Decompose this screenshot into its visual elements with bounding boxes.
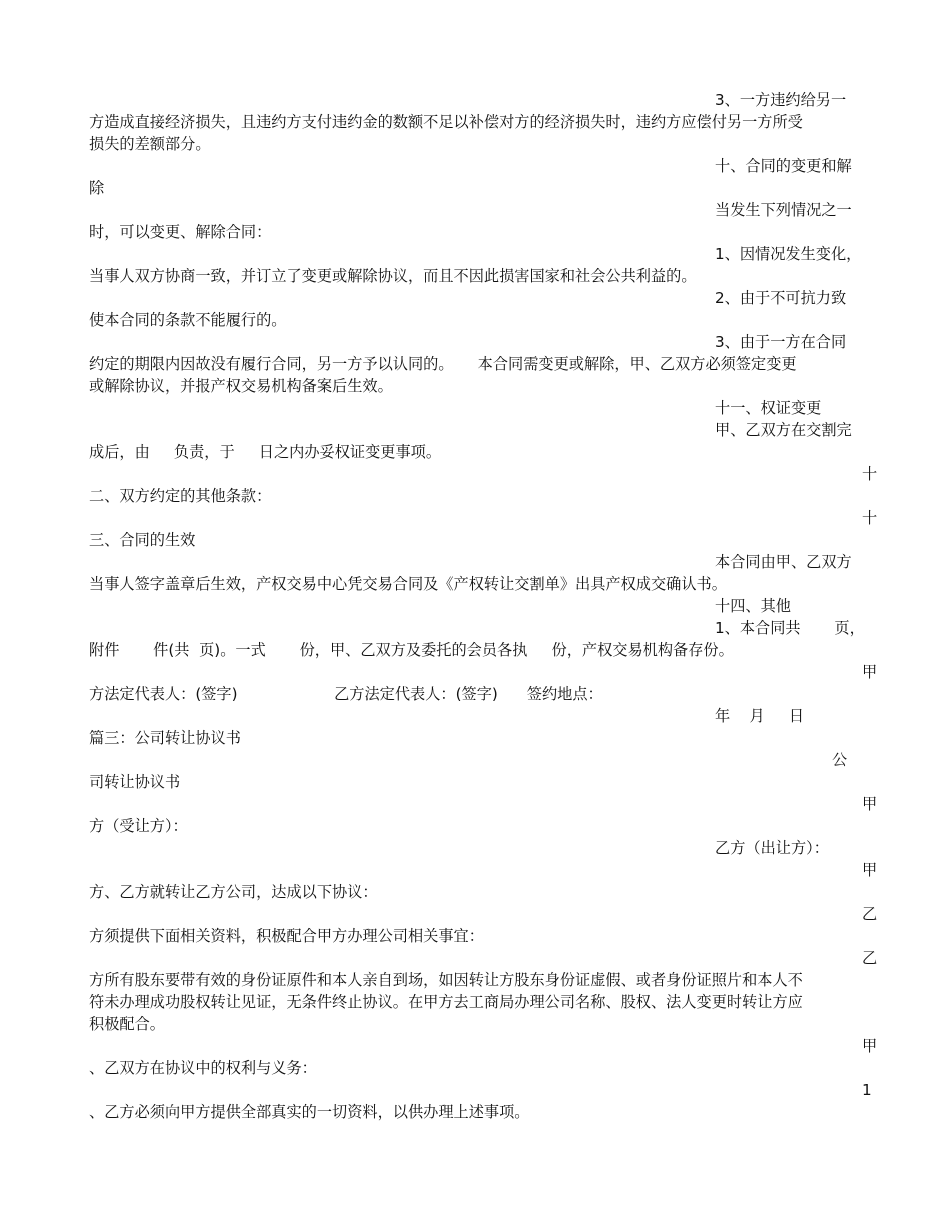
item-shareholders-body-1: 方所有股东要带有效的身份证原件和本人亲自到场，如因转让方股东身份证虚假、或者身份证照片和本人不 [89,971,803,989]
section-12-heading-start: 十 [862,465,878,483]
item-documents-body: 方须提供下面相关资料，积极配合甲方办理公司相关事宜： [89,927,484,945]
section-10-item-1-start: 1、因情况发生变化， [715,245,862,263]
section-12-heading-end: 二、双方约定的其他条款： [89,487,272,505]
section-10-intro-start: 当发生下列情况之一 [715,201,852,219]
signature-date: 年 月 日 [715,707,805,725]
section-10-item-3-end: 或解除协议，并报产权交易机构备案后生效。 [89,377,393,395]
signature-line-start: 甲 [862,663,878,681]
rights-item-1-body: 、乙方必须向甲方提供全部真实的一切资料，以供办理上述事项。 [89,1103,530,1121]
section-10-intro-end: 时，可以变更、解除合同： [89,223,272,241]
rights-heading-body: 、乙双方在协议中的权利与义务： [89,1059,317,1077]
section-11-body-end: 成后，由 负责，于 日之内办妥权证变更事项。 [89,443,442,461]
section-10-heading-end: 除 [89,179,105,197]
preamble-body: 方、乙方就转让乙方公司，达成以下协议： [89,883,378,901]
section-10-item-2-start: 2、由于不可抗力致 [715,289,847,307]
section-13-body-start: 本合同由甲、乙双方 [715,553,852,571]
clause-3-breach-end: 损失的差额部分。 [89,135,211,153]
item-shareholders-start: 乙 [862,949,878,967]
party-b-label: 乙方（出让方）： [715,839,829,857]
section-14-item-1-start: 1、本合同共 页， [715,619,865,637]
item-shareholders-body-3: 积极配合。 [89,1015,165,1033]
agreement-title-start: 公 [832,751,848,769]
section-13-heading-start: 十 [862,509,878,527]
section-14-heading: 十四、其他 [715,597,791,615]
clause-3-breach-body: 方造成直接经济损失，且违约方支付违约金的数额不足以补偿对方的经济损失时，违约方应偿付另一方所受 [89,113,803,131]
preamble-start: 甲 [862,861,878,879]
section-10-item-1-body: 当事人双方协商一致，并订立了变更或解除协议，而且不因此损害国家和社会公共利益的。 [89,267,697,285]
section-10-heading-start: 十、合同的变更和解 [715,157,852,175]
section-10-item-3-body: 约定的期限内因故没有履行合同，另一方予以认同的。 本合同需变更或解除，甲、乙双方必须签定变更 [89,355,797,373]
item-documents-start: 乙 [862,905,878,923]
rights-heading-start: 甲 [862,1037,878,1055]
section-13-body-end: 当事人签字盖章后生效，产权交易中心凭交易合同及《产权转让交割单》出具产权成交确认书。 [89,575,727,593]
section-11-body-start: 甲、乙双方在交割完 [715,421,852,439]
section-13-heading-end: 三、合同的生效 [89,531,196,549]
signature-line: 方法定代表人：(签字) 乙方法定代表人：(签字) 签约地点： [89,685,603,703]
item-shareholders-body-2: 符未办理成功股权转让见证，无条件终止协议。在甲方去工商局办理公司名称、股权、法人变更时转让方应 [89,993,803,1011]
rights-item-1-start: 1 [862,1081,872,1099]
party-a-start: 甲 [862,795,878,813]
section-10-item-2-body: 使本合同的条款不能履行的。 [89,311,287,329]
section-14-item-1-body: 附件 件(共 页)。一式 份，甲、乙双方及委托的会员各执 份，产权交易机构备存份。 [89,641,734,659]
section-11-heading: 十一、权证变更 [715,399,822,417]
section-10-item-3-start: 3、由于一方在合同 [715,333,847,351]
clause-3-breach-start: 3、一方违约给另一 [715,91,847,109]
party-a-label: 方（受让方）： [89,817,188,835]
agreement-title-end: 司转让协议书 [89,773,181,791]
part-3-title: 篇三：公司转让协议书 [89,729,241,747]
